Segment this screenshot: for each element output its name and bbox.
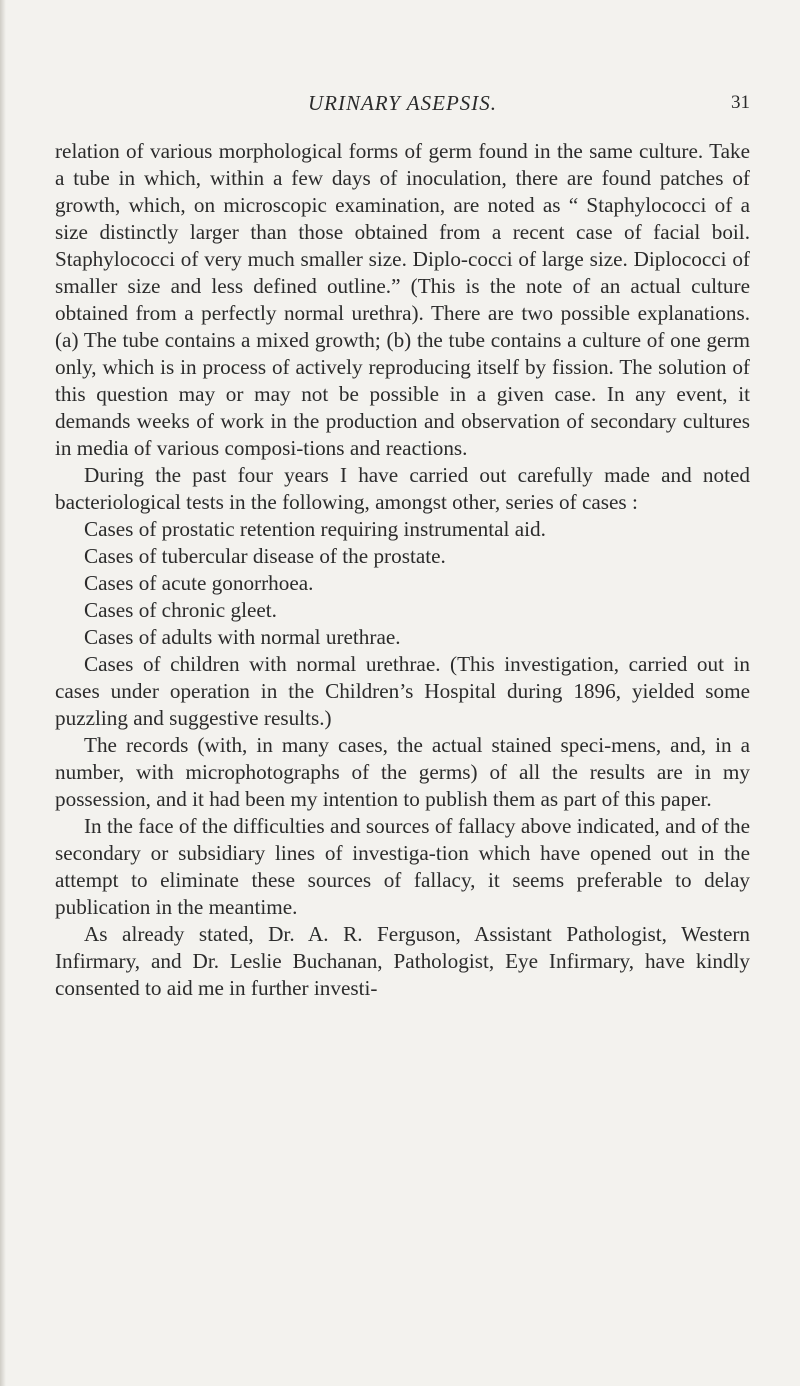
list-item: Cases of adults with normal urethrae. xyxy=(84,625,401,649)
paragraph-6: As already stated, Dr. A. R. Ferguson, Assistant Pathologist, Western Infirmary, and Dr. Leslie Buchanan, Pathologist, Eye Infirmary, have kindly consented to aid me in further investi- xyxy=(55,922,750,1000)
list-item: Cases of acute gonorrhoea. xyxy=(84,571,314,595)
paragraph-2: During the past four years I have carried out carefully made and noted bacteriological tests in the following, amongst other, series of cases : xyxy=(55,463,750,514)
page-header xyxy=(55,88,750,118)
list-item: Cases of chronic gleet. xyxy=(84,598,277,622)
paragraph-1: relation of various morphological forms of germ found in the same culture. Take a tube in which, within a few days of inoculation, there are found patches of growth, which, on microscopic examination, are noted as “ Staphylococci of a size distinctly larger than those obtained from a recent case of facial boil. Staphylococci of very much smaller size. Diplo-cocci of large size. Diplococci of smaller size and less defined outline.” (This is the note of an actual culture obtained from a perfectly normal urethra). There are two possible explanations. (a) The tube contains a mixed growth; (b) the tube contains a culture of one germ only, which is in process of actively reproducing itself by fission. The solution of this question may or may not be possible in a given case. In any event, it demands weeks of work in the production and observation of secondary cultures in media of various composi-tions and reactions. xyxy=(55,139,750,460)
body-text xyxy=(55,138,750,1002)
page-gutter-edge xyxy=(0,0,6,1386)
paragraph-5: In the face of the difficulties and sources of fallacy above indicated, and of the secondary or subsidiary lines of investiga-tion which have opened out in the attempt to eliminate these sources of fallacy, it seems preferable to delay publication in the meantime. xyxy=(55,814,750,919)
list-item: Cases of prostatic retention requiring instrumental aid. xyxy=(84,517,546,541)
page-number: 31 xyxy=(731,92,750,113)
list-item: Cases of tubercular disease of the prostate. xyxy=(84,544,446,568)
paragraph-4: The records (with, in many cases, the actual stained speci-mens, and, in a number, with microphotographs of the germs) of all the results are in my possession, and it had been my intention to publish them as part of this paper. xyxy=(55,733,750,811)
paragraph-3: Cases of children with normal urethrae. (This investigation, carried out in cases under operation in the Children’s Hospital during 1896, yielded some puzzling and suggestive results.) xyxy=(55,652,750,730)
running-title: URINARY ASEPSIS. xyxy=(307,91,498,115)
